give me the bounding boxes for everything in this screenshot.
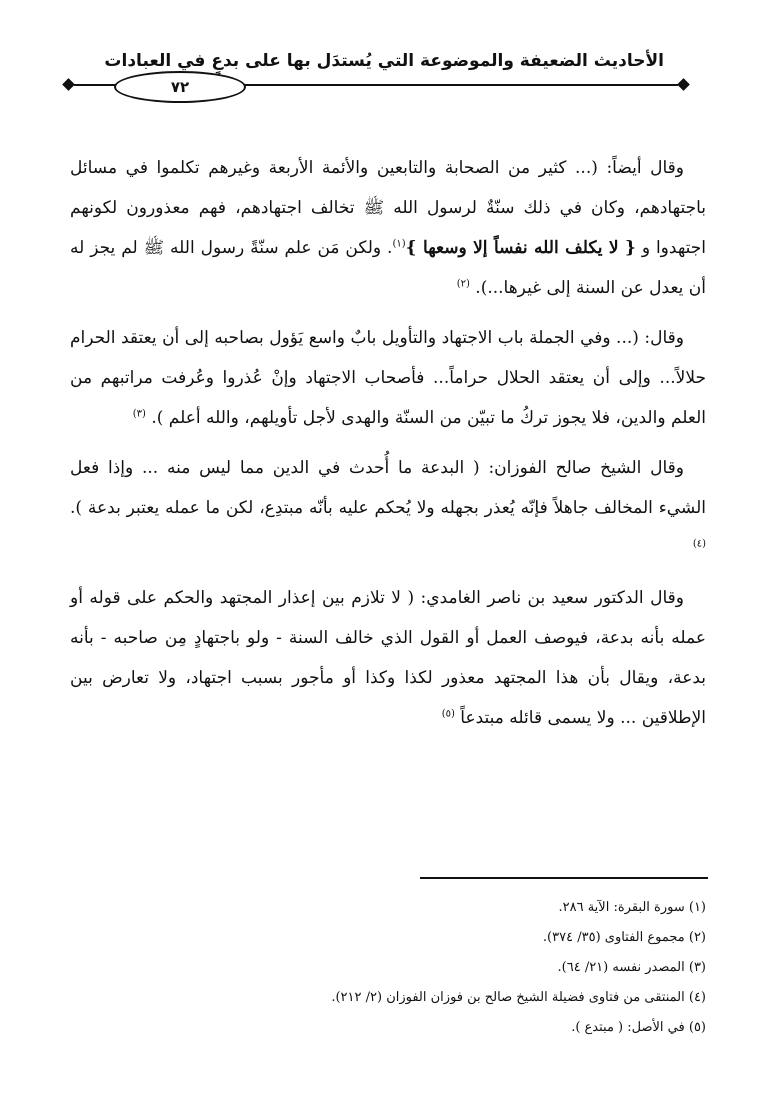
paragraph-text: وقال الدكتور سعيد بن ناصر الغامدي: ( لا تلازم بين إعذار المجتهد والحكم على قوله أو عمله بأنه بدعة، فيوصف العمل أو القول الذي خالف السنة - ولو باجتهادٍ مِن صاحبه - بأنه بدعة، ويقال بأن هذا المجتهد معذور لكذا وكذا أو مأجور بسبب اجتهاد، ولا تعارض بين الإطلاقين ... ولا يسمى قائله مبتدعاً [70, 588, 706, 728]
running-title: الأحاديث الضعيفة والموضوعة التي يُستدَل بها على بدعٍ في العبادات [104, 51, 664, 71]
footnote-ref: (٤) [692, 538, 706, 550]
footnote-5: (٥) في الأصل: ( مبتدع ). [571, 1020, 706, 1035]
paragraph-text: وقال الشيخ صالح الفوزان: ( البدعة ما أُحدث في الدين مما ليس منه ... وإذا فعل الشيء المخالف جاهلاً فإنّه يُعذر بجهله ولا يُحكم عليه بأنّه مبتدِع، لكن ما عمله يعتبر بدعة ). [70, 458, 706, 518]
page-header [60, 38, 692, 108]
quran-verse: { لا يكلف الله نفساً إلا وسعها } [405, 238, 636, 258]
paragraph-text: . ولكن مَن علم سنّةً رسول الله ﷺ لم يجز له أن يعدل عن السنة إلى غيرها...). [70, 238, 706, 298]
footnote-ref: (٥) [441, 708, 455, 720]
paragraph-3 [70, 448, 706, 568]
footnotes [106, 893, 706, 1043]
footnote-ref: (٣) [132, 408, 146, 420]
paragraph-4 [70, 578, 706, 738]
paragraph-2 [70, 318, 706, 438]
footnote-separator [420, 877, 708, 879]
header-rule-left-ornament [62, 78, 75, 91]
footnote-2: (٢) مجموع الفتاوى (٣٥/ ٣٧٤). [542, 930, 706, 945]
page-number: ٧٢ [114, 71, 246, 103]
paragraph-text: وقال: (... وفي الجملة باب الاجتهاد والتأويل بابٌ واسع يَؤول بصاحبه إلى أن يعتقد الحرام حلالاً... وإلى أن يعتقد الحلال حراماً... فأصحاب الاجتهاد وإنْ عُذروا وعُرفت مراتبهم من العلم والدين، فلا يجوز تركُ ما تبيّن من السنّة والهدى لأجل تأويلهم، والله أعلم ). [70, 328, 706, 428]
paragraph-1 [70, 148, 706, 308]
footnote-4: (٤) المنتقى من فتاوى فضيلة الشيخ صالح بن فوزان الفوزان (٢/ ٢١٢). [331, 990, 706, 1005]
main-text [70, 148, 706, 748]
header-rule-right-ornament [677, 78, 690, 91]
paragraph-text: وقال أيضاً: (... كثير من الصحابة والتابعين والأئمة الأربعة وغيرهم تكلموا في مسائل باجتهادهم، وكان في ذلك سنّةٌ لرسول الله ﷺ تخالف اجتهادهم، فهم معذورون لكونهم اجتهدوا و [70, 158, 707, 258]
footnote-3: (٣) المصدر نفسه (٢١/ ٦٤). [557, 960, 706, 975]
footnote-1: (١) سورة البقرة: الآية ٢٨٦. [558, 900, 706, 915]
footnote-ref: (٢) [456, 278, 470, 290]
footnote-ref: (١) [392, 238, 406, 250]
